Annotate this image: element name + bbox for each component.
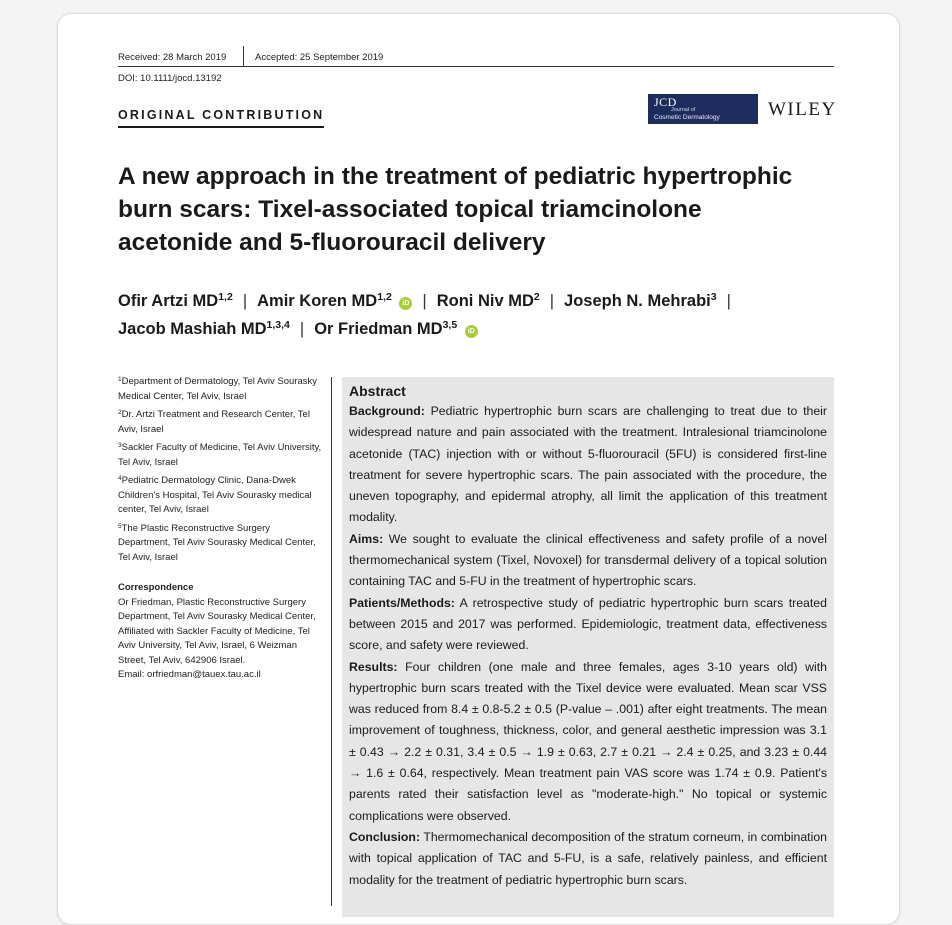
journal-logo-abbr: JCD [654,95,677,109]
author-separator: | [299,320,305,338]
author[interactable]: Amir Koren MD$^{1,2}$ iD [257,292,412,310]
orcid-icon[interactable]: iD [465,325,478,338]
author[interactable]: Jacob Mashiah MD$^{1,3,4}$ [118,319,290,338]
abstract-section-results: Results: Four children (one male and three females, ages 3-10 years old) with hypertrophic burn scars treated with the Tixel device were evaluated. Mean scar VSS was reduced from 8.4 ± 0.8-5.2 ± 0.5 (P-value – .001) after eight treatments. The mean improvement of toughness, thickness, color, and general aesthetic impression was 3.1 ± 0.43 → 2.2 ± 0.31, 3.4 ± 0.5 → 1.9 ± 0.63, 2.7 ± 0.21 → 2.4 ± 0.25, and 3.23 ± 0.44 → 1.6 ± 0.64, respectively. Mean treatment pain VAS score was 1.74 ± 0.9. Patient's parents rated their satisfaction level as "moderate-high." No topical or systemic complications were observed. [349,659,827,823]
author[interactable]: Roni Niv $MD^2$ [436,291,540,310]
author[interactable]: Or Friedman MD$^{3,5}$ iD [314,320,478,338]
column-divider [331,377,332,906]
abstract-section-conclusion: Conclusion: Thermomechanical decomposition of the stratum corneum, in combination with topical application of TAC and 5-FU, is a safe, relatively painless, and efficient modality for the treatment of pediatric hypertrophic burn scars. [349,829,827,887]
accepted-date: Accepted: 25 September 2019 [255,52,384,63]
affiliation: $^2$Dr. Artzi Treatment and Research Center, Tel Aviv, Israel [118,409,310,435]
journal-logo-line2: Cosmetic Dermatology [654,114,720,121]
affiliations-sidebar [118,375,323,683]
abstract-section-background: Background: Pediatric hypertrophic burn scars are challenging to treat due to their widespread nature and pain associated with the treatment. Intralesional triamcinolone acetonide (TAC) injection with or without 5-fluorouracil (5FU) is considered first-line treatment for severe hypertrophic scars. The pain associated with the procedure, the uneven topography, and epidermal atrophy, all limit the application of this treatment modality. [349,404,828,525]
author-list [118,287,834,343]
article-title: A new approach in the treatment of pediatric hypertrophic burn scars: Tixel-associated topical triamcinolone acetonide and 5-fluorouracil delivery [118,163,793,256]
date-divider [243,46,244,66]
doi[interactable]: DOI: 10.1111/jocd.13192 [118,73,222,84]
abstract-section-methods: Patients/Methods: A retrospective study of pediatric hypertrophic burn scars treated between 2015 and 2017 was performed. Epidemiologic, treatment data, effectiveness score, and safety were reviewed. [349,595,827,653]
author-separator: | [549,292,555,310]
journal-logo [648,94,758,124]
section-label: ORIGINAL CONTRIBUTION [118,108,324,128]
journal-logo-line1: Journal of [671,107,696,113]
affiliation: $^4$Pediatric Dermatology Clinic, Dana-Dwek Children's Hospital, Tel Aviv Sourasky medical center, Tel Aviv, Israel [118,475,312,515]
affiliation: $^3$Sackler Faculty of Medicine, Tel Aviv University, Tel Aviv, Israel [118,442,322,468]
abstract-heading: Abstract [349,383,406,399]
affiliation: $^5$The Plastic Reconstructive Surgery Department, Tel Aviv Sourasky Medical Center, Tel Aviv, Israel [118,522,316,563]
author[interactable]: Ofir Artzi MD$^{1,2}$ [118,291,233,310]
orcid-icon[interactable]: iD [399,297,412,310]
author-separator: | [726,292,731,310]
correspondence-body: Or Friedman, Plastic Reconstructive Surgery Department, Tel Aviv Sourasky Medical Center, Affiliated with Sackler Faculty of Medicine, Tel Aviv University, Tel Aviv, Israel, 6 Weizman Street, Tel Aviv, 642906 Israel. [118,596,316,666]
author-separator: | [422,292,427,310]
correspondence-email[interactable]: Email: orfriedman@tauex.tau.ac.il [118,669,261,680]
received-date: Received: 28 March 2019 [118,52,227,63]
publisher-logo: WILEY [768,99,837,120]
abstract-box [342,377,834,917]
article-dates [118,46,834,67]
abstract-section-aims: Aims: We sought to evaluate the clinical effectiveness and safety profile of a novel thermomechanical system (Tixel, Novoxel) for transdermal delivery of a topical solution containing TAC and 5-FU in the treatment of hypertrophic scars. [349,531,827,589]
affiliation: $^1$Department of Dermatology, Tel Aviv Sourasky Medical Center, Tel Aviv, Israel [118,376,317,402]
correspondence-heading: Correspondence [118,582,194,593]
author-separator: | [242,292,248,310]
author[interactable]: Joseph N. Mehrabi$^3$ [564,291,717,310]
